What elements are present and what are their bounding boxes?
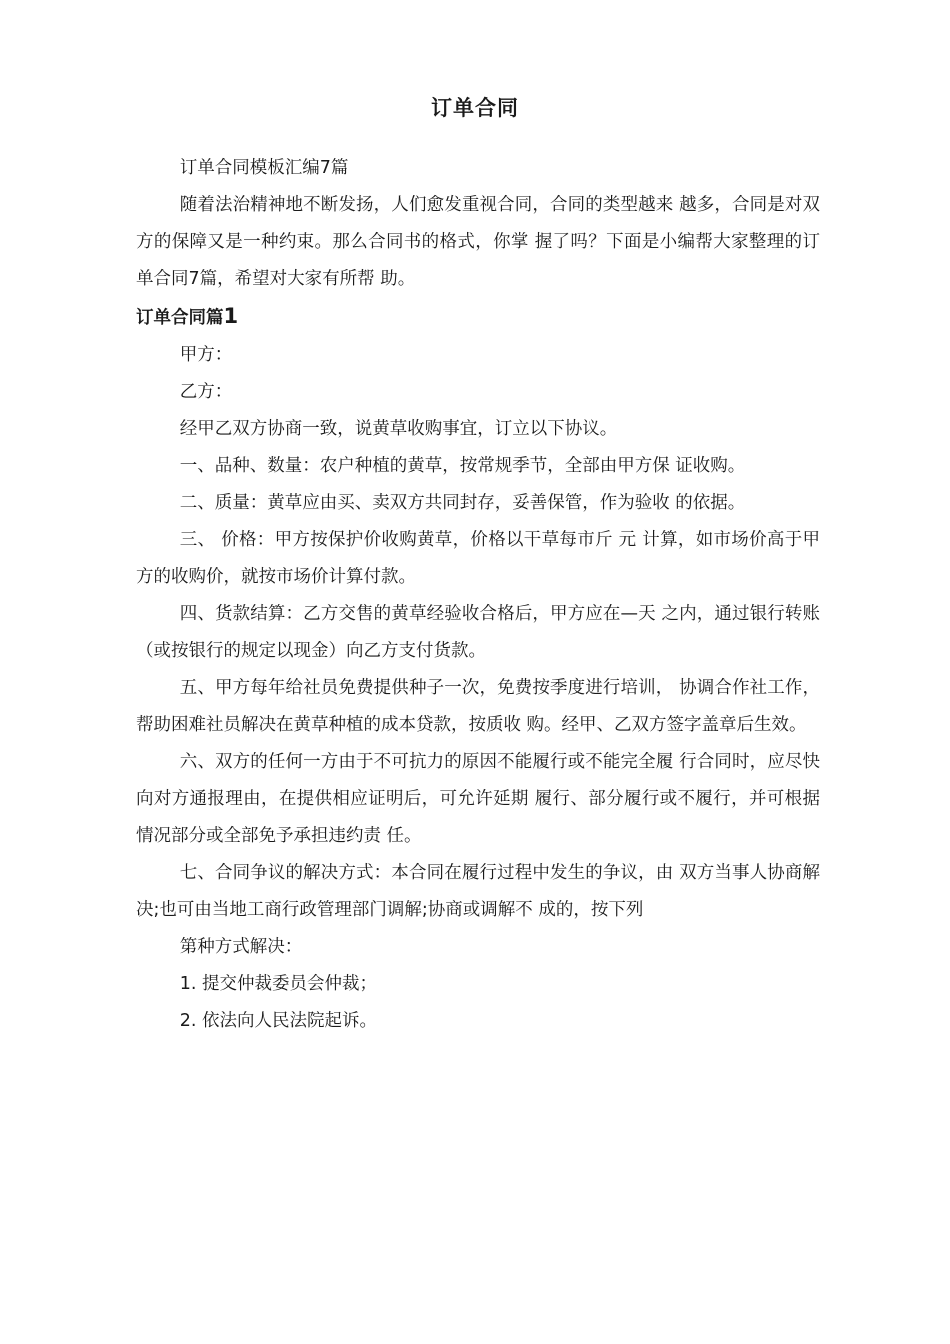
clause-7: 七、合同争议的解决方式：本合同在履行过程中发生的争议，由 双方当事人协商解决;也可由当地工商行政管理部门调解;协商或调解不 成的，按下列 [136,863,820,920]
clause-5: 五、甲方每年给社员免费提供种子一次，免费按季度进行培训， 协调合作社工作，帮助困难社员解决在黄草种植的成本贷款，按质收 购。经甲、乙双方签字盖章后生效。 [136,678,820,735]
party-b-line: 乙方： [179,382,233,402]
clause-6: 六、双方的任何一方由于不可抗力的原因不能履行或不能完全履 行合同时，应尽快向对方通报理由，在提供相应证明后，可允许延期 履行、部分履行或不履行，并可根据情况部分或全部免予承担违约责 任。 [136,752,820,846]
dispute-option-1: 1. 提交仲裁委员会仲裁； [179,974,378,994]
dispute-option-2: 2. 依法向人民法院起诉。 [179,1011,378,1031]
clause-4: 四、货款结算：乙方交售的黄草经验收合格后，甲方应在—天 之内，通过银行转账（或按银行的规定以现金）向乙方支付货款。 [136,604,820,661]
dispute-lead: 第种方式解决： [179,937,303,957]
subtitle: 订单合同模板汇编7篇 [179,158,349,178]
page-title: 订单合同 [431,96,519,120]
clause-1: 一、品种、数量：农户种植的黄草，按常规季节，全部由甲方保 证收购。 [179,456,746,476]
intro-paragraph: 随着法治精神地不断发扬，人们愈发重视合同，合同的类型越来 越多，合同是对双方的保障又是一种约束。那么合同书的格式，你掌 握了吗？下面是小编帮大家整理的订单合同7篇，希望对大家有所帮 助。 [136,195,820,289]
agreement-paragraph: 经甲乙双方协商一致，说黄草收购事宜，订立以下协议。 [179,419,618,439]
clause-3: 三、 价格：甲方按保护价收购黄草，价格以干草每市斤 元 计算，如市场价高于甲方的收购价，就按市场价计算付款。 [136,530,820,587]
section-heading [136,298,820,337]
party-a-line: 甲方： [179,345,233,365]
clause-2: 二、质量：黄草应由买、卖双方共同封存，妥善保管，作为验收 的依据。 [179,493,746,513]
document-body [136,150,820,1040]
section-heading-text: 订单合同篇 [136,308,224,328]
section-heading-number: 1 [223,304,239,328]
